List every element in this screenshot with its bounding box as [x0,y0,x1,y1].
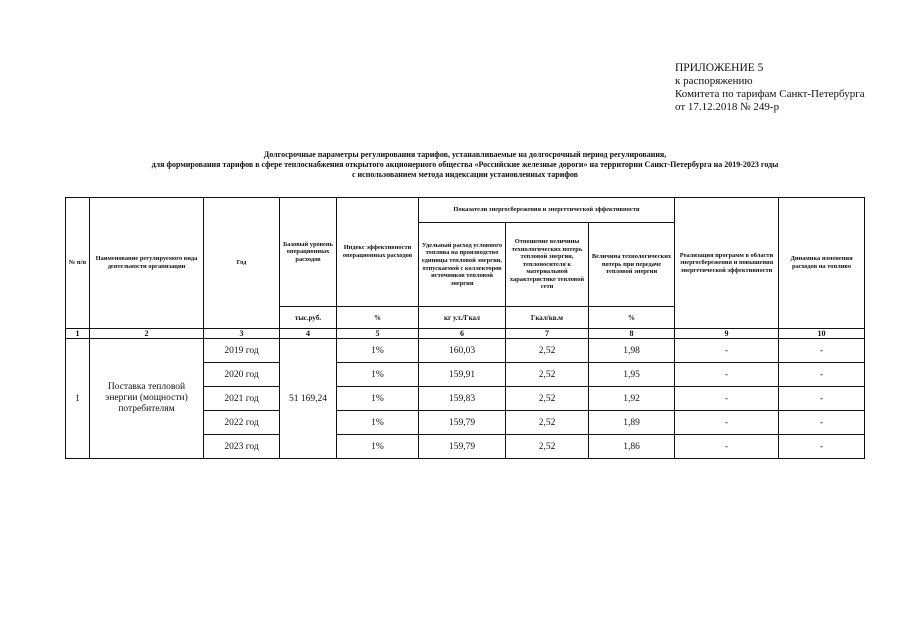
column-number: 7 [506,329,589,339]
index-cell: 1% [337,435,419,459]
appendix-block [675,62,865,114]
column-number: 4 [280,329,337,339]
unit-ratio: Гкал/кв.м [506,307,589,329]
specific-cell: 159,91 [419,363,506,387]
header-specific: Удельный расход условного топлива на производство единицы тепловой энергии, отпускаемой с коллекторов источников тепловой энергии [419,223,506,307]
program-cell: - [675,411,779,435]
dynamics-cell: - [779,363,865,387]
column-number: 1 [66,329,90,339]
unit-index: % [337,307,419,329]
header-program: Реализация программ в области энергосбережения и повышения энергетической эффективности [675,198,779,329]
column-number: 5 [337,329,419,339]
appendix-line: от 17.12.2018 № 249-р [675,101,780,113]
specific-cell: 159,79 [419,411,506,435]
losses-cell: 1,89 [589,411,675,435]
heading-line: Долгосрочные параметры регулирования тарифов, устанавливаемые на долгосрочный период регулирования, [263,150,667,159]
header-year: Год [204,198,280,329]
header-row [66,198,865,223]
table-row [66,339,865,363]
specific-cell: 159,83 [419,387,506,411]
header-index: Индекс эффективности операционных расходов [337,198,419,307]
header-name: Наименование регулируемого вида деятельности организации [90,198,204,329]
specific-cell: 160,03 [419,339,506,363]
column-number: 8 [589,329,675,339]
index-cell: 1% [337,363,419,387]
header-dynamics: Динамика изменения расходов на топливо [779,198,865,329]
column-number: 9 [675,329,779,339]
unit-specific: кг у.т./Гкал [419,307,506,329]
year-cell: 2019 год [204,339,280,363]
index-cell: 1% [337,339,419,363]
appendix-title: ПРИЛОЖЕНИЕ 5 [675,62,764,74]
index-cell: 1% [337,387,419,411]
header-ratio: Отношение величины технологических потерь тепловой энергии, теплоносителя к материальной характеристике тепловой сети [506,223,589,307]
ratio-cell: 2,52 [506,387,589,411]
heading-line: с использованием метода индексации установленных тарифов [352,170,578,179]
dynamics-cell: - [779,387,865,411]
year-cell: 2023 год [204,435,280,459]
unit-base: тыс.руб. [280,307,337,329]
losses-cell: 1,86 [589,435,675,459]
activity-name: Поставка тепловой энергии (мощности) потребителям [90,339,204,459]
losses-cell: 1,95 [589,363,675,387]
ratio-cell: 2,52 [506,339,589,363]
year-cell: 2020 год [204,363,280,387]
parameters-table [65,197,865,459]
dynamics-cell: - [779,339,865,363]
losses-cell: 1,98 [589,339,675,363]
column-number: 2 [90,329,204,339]
header-group: Показатели энергосбережения и энергетической эффективности [419,198,675,223]
year-cell: 2022 год [204,411,280,435]
column-number: 6 [419,329,506,339]
dynamics-cell: - [779,411,865,435]
base-value: 51 169,24 [280,339,337,459]
program-cell: - [675,339,779,363]
appendix-line: к распоряжению [675,75,753,87]
index-cell: 1% [337,411,419,435]
column-number: 3 [204,329,280,339]
header-losses: Величина технологических потерь при передаче тепловой энергии [589,223,675,307]
specific-cell: 159,79 [419,435,506,459]
row-number: 1 [66,339,90,459]
unit-losses: % [589,307,675,329]
program-cell: - [675,363,779,387]
ratio-cell: 2,52 [506,363,589,387]
ratio-cell: 2,52 [506,435,589,459]
header-base: Базовый уровень операционных расходов [280,198,337,307]
document-heading [60,150,870,180]
heading-line: для формирования тарифов в сфере теплоснабжения открытого акционерного общества «Российские железные дороги» на территории Санкт-Петербурга на 2019-2023 годы [151,160,779,169]
appendix-line: Комитета по тарифам Санкт-Петербурга [675,88,865,100]
losses-cell: 1,92 [589,387,675,411]
header-num: № п/п [66,198,90,329]
dynamics-cell: - [779,435,865,459]
year-cell: 2021 год [204,387,280,411]
column-number: 10 [779,329,865,339]
program-cell: - [675,387,779,411]
ratio-cell: 2,52 [506,411,589,435]
column-number-row [66,329,865,339]
program-cell: - [675,435,779,459]
